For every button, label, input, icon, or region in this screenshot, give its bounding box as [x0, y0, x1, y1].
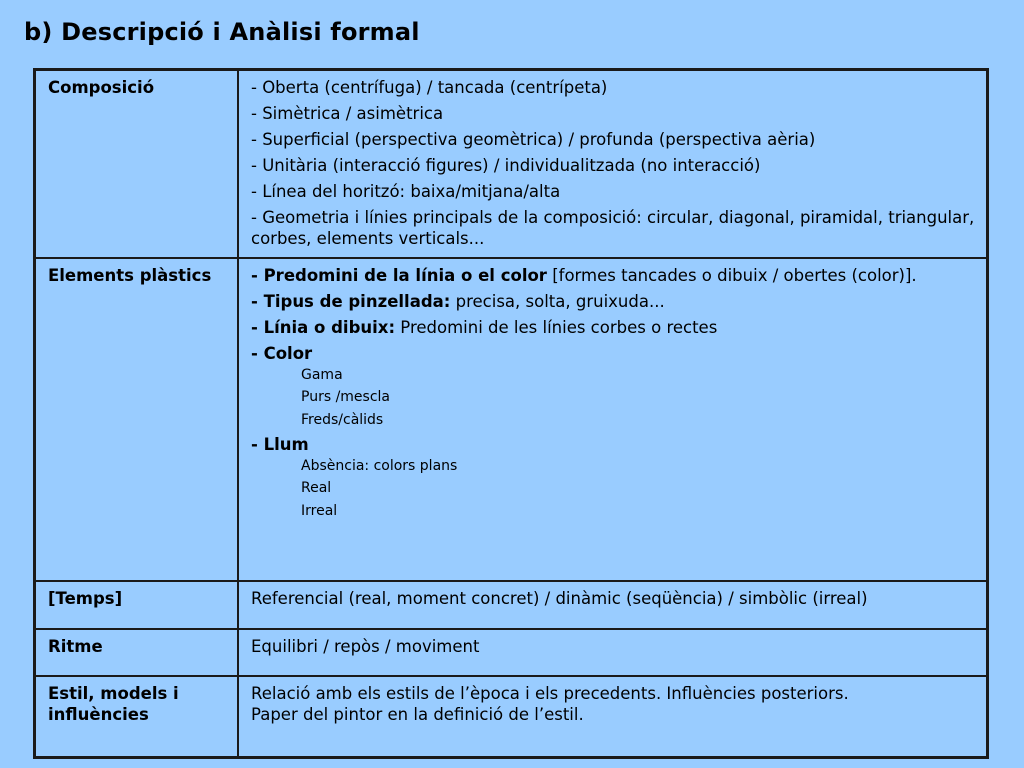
- row-content-estil: [238, 676, 988, 758]
- llum-sub-item: Absència: colors plans: [301, 457, 458, 474]
- row-content-ritme: Equilibri / repòs / moviment: [238, 629, 988, 676]
- table-row-composicio: [35, 70, 988, 258]
- estil-line: Paper del pintor en la definició de l’estil.: [251, 704, 584, 724]
- predomini-line: [251, 265, 976, 286]
- row-content-composicio: [238, 70, 988, 258]
- linia-bold: - Línia o dibuix:: [251, 317, 396, 337]
- composicio-item: - Geometria i línies principals de la composició: circular, diagonal, piramidal, triangular, corbes, elements verticals...: [251, 208, 975, 248]
- linia-line: [251, 317, 976, 338]
- table-row-ritme: [35, 629, 988, 676]
- llum-sub-item: Real: [301, 480, 332, 496]
- analysis-table: [33, 68, 989, 759]
- estil-line: Relació amb els estils de l’època i els precedents. Influències posteriors.: [251, 683, 849, 703]
- color-heading: - Color: [251, 343, 313, 363]
- composicio-item: - Unitària (interacció figures) / individualitzada (no interacció): [251, 156, 761, 175]
- pinzellada-line: [251, 291, 976, 312]
- predomini-bold: - Predomini de la línia o el color: [251, 265, 547, 285]
- row-content-temps: Referencial (real, moment concret) / dinàmic (seqüència) / simbòlic (irreal): [238, 581, 988, 629]
- pinzellada-bold: - Tipus de pinzellada:: [251, 291, 451, 311]
- table-row-estil: [35, 676, 988, 758]
- composicio-item: - Superficial (perspectiva geomètrica) / profunda (perspectiva aèria): [251, 130, 816, 149]
- row-content-elements: [238, 258, 988, 581]
- color-sub-item: Freds/càlids: [301, 411, 384, 428]
- composicio-item: - Oberta (centrífuga) / tancada (centrípeta): [251, 78, 608, 97]
- predomini-text: [formes tancades o dibuix / obertes (color)].: [546, 265, 917, 285]
- composicio-item: - Simètrica / asimètrica: [251, 104, 444, 123]
- row-label-elements: Elements plàstics: [35, 258, 239, 581]
- color-sub-item: Gama: [301, 366, 343, 383]
- color-sub-item: Purs /mescla: [301, 389, 390, 405]
- composicio-item: - Línea del horitzó: baixa/mitjana/alta: [251, 182, 561, 201]
- row-label-ritme: Ritme: [35, 629, 239, 676]
- llum-sub-item: Irreal: [301, 502, 338, 519]
- table-row-elements: [35, 258, 988, 581]
- llum-heading: - Llum: [251, 434, 309, 454]
- slide-title: b) Descripció i Anàlisi formal: [24, 18, 420, 46]
- table-row-temps: [35, 581, 988, 629]
- row-label-estil: Estil, models i influències: [35, 676, 239, 758]
- linia-text: Predomini de les línies corbes o rectes: [395, 317, 718, 337]
- row-label-temps: [Temps]: [35, 581, 239, 629]
- row-label-composicio: Composició: [35, 70, 239, 258]
- pinzellada-text: precisa, solta, gruixuda...: [450, 291, 665, 311]
